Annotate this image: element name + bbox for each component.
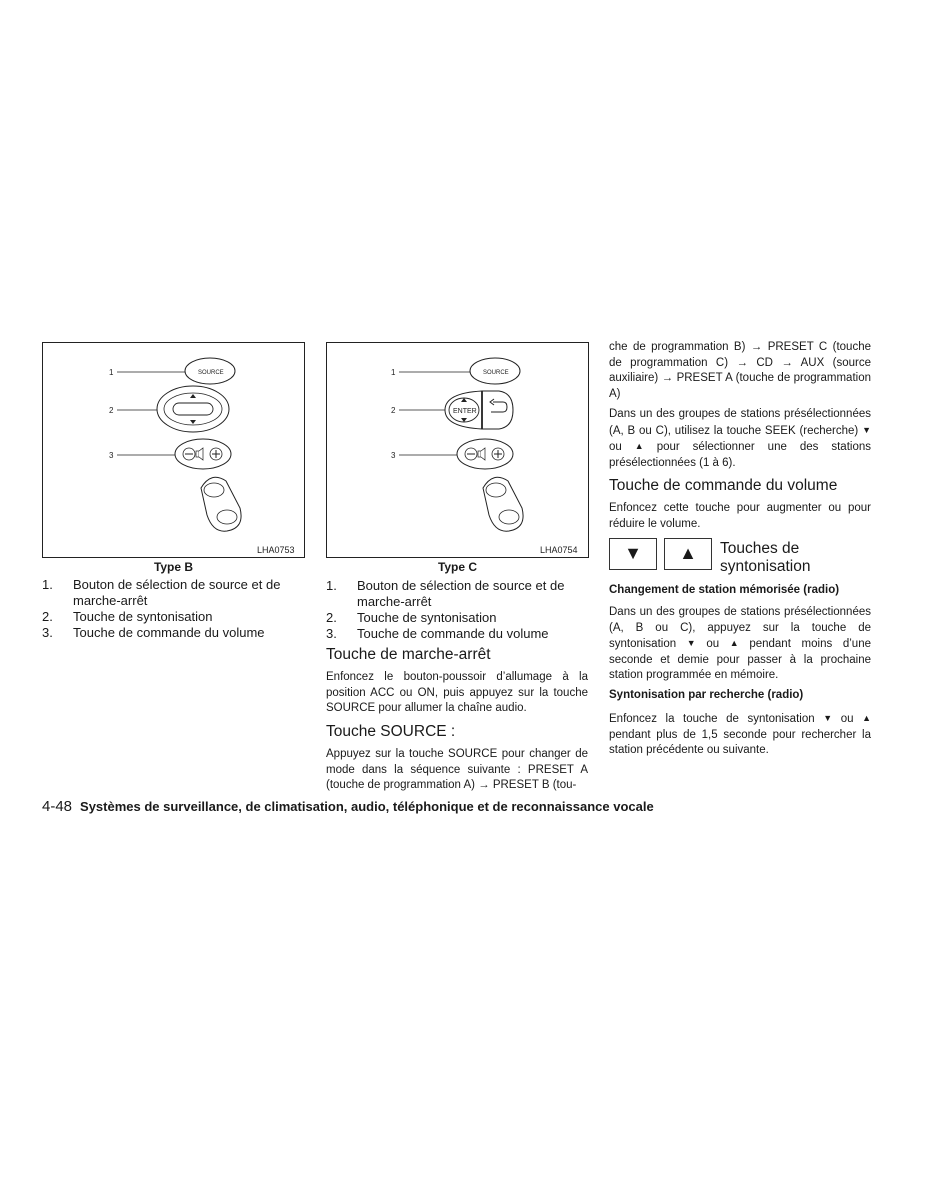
list-item: 1. Bouton de sélection de source et de marche-arrêt — [42, 577, 281, 608]
figure-caption: Type B — [153, 560, 194, 574]
tuning-down-key-icon — [609, 538, 657, 570]
list-item: 3. Touche de commande du volume — [326, 626, 549, 641]
paragraph: Enfoncez le bouton-poussoir d’allumage à la position ACC ou ON, puis appuyez sur la touche SOURCE pour allumer la chaîne audio. — [326, 671, 588, 714]
section-heading: Touche SOURCE : — [326, 723, 456, 740]
list-item: 2. Touche de syntonisation — [42, 609, 213, 624]
section-heading: Touche de marche-arrêt — [326, 646, 491, 663]
arrow-down-icon: ▼ — [862, 424, 872, 435]
list-item: 3. Touche de commande du volume — [42, 625, 265, 640]
page-number: 4-48 — [42, 798, 73, 815]
type-c-illustration — [327, 343, 588, 557]
subheading: Syntonisation par recherche (radio) — [609, 689, 804, 701]
tuning-up-key-icon — [664, 538, 712, 570]
paragraph: che de programmation B) → PRESET C (touche de programmation C) → CD → AUX (source auxiliaire) → PRESET A (touche de programmation A) — [609, 341, 871, 400]
paragraph: Dans un des groupes de stations présélectionnées (A, B ou C), utilisez la touche SEEK (recherche) ▼ ou ▲ pour sélectionner une des stations présélectionnées (1 à 6). — [609, 408, 872, 469]
list-item: 2. Touche de syntonisation — [326, 610, 497, 625]
legend-list-type-c — [326, 578, 588, 642]
callout-3: 3 — [109, 451, 114, 460]
arrow-down-icon: ▼ — [624, 543, 642, 563]
paragraph: Dans un des groupes de stations présélectionnées (A, B ou C), appuyez sur la touche de syntonisation ▼ ou ▲ pendant moins d’une seconde et demie pour passer à la prochaine station programmée en mémoire. — [609, 606, 871, 681]
callout-1: 1 — [391, 368, 396, 377]
figure-caption: Type C — [437, 560, 478, 574]
arrow-up-icon: ▲ — [729, 638, 739, 648]
chapter-title: Systèmes de surveillance, de climatisation, audio, téléphonique et de reconnaissance vocale — [80, 799, 654, 814]
source-text: SOURCE — [483, 370, 509, 376]
arrow-up-icon: ▲ — [634, 441, 644, 451]
callout-3: 3 — [391, 451, 396, 460]
arrow-down-icon: ▼ — [823, 713, 833, 723]
paragraph: Enfoncez la touche de syntonisation ▼ ou ▲ pendant plus de 1,5 seconde pour rechercher la station précédente ou suivante. — [609, 713, 871, 756]
figure-type-c — [326, 342, 589, 558]
legend-list-type-b — [42, 577, 304, 641]
type-b-illustration — [43, 343, 304, 557]
arrow-down-icon: ▼ — [686, 638, 696, 648]
paragraph: Enfoncez cette touche pour augmenter ou pour réduire le volume. — [609, 502, 871, 530]
source-text: SOURCE — [198, 370, 224, 376]
callout-2: 2 — [391, 406, 396, 415]
arrow-up-icon: ▲ — [862, 713, 871, 723]
paragraph: Appuyez sur la touche SOURCE pour changer de mode dans la séquence suivante : PRESET A (touche de programmation A) → PRESET B (tou- — [326, 748, 588, 791]
list-item: 1. Bouton de sélection de source et de marche-arrêt — [326, 578, 565, 609]
page-footer — [42, 798, 902, 815]
arrow-up-icon: ▲ — [679, 543, 697, 563]
section-heading: Touche de commande du volume — [609, 477, 838, 494]
figure-id: LHA0754 — [540, 545, 578, 555]
subheading: Changement de station mémorisée (radio) — [609, 584, 840, 596]
figure-id: LHA0753 — [257, 545, 295, 555]
callout-1: 1 — [109, 368, 114, 377]
figure-type-b — [42, 342, 305, 558]
enter-text: ENTER — [453, 408, 477, 415]
callout-2: 2 — [109, 406, 114, 415]
section-heading: Touches de syntonisation — [720, 540, 811, 575]
